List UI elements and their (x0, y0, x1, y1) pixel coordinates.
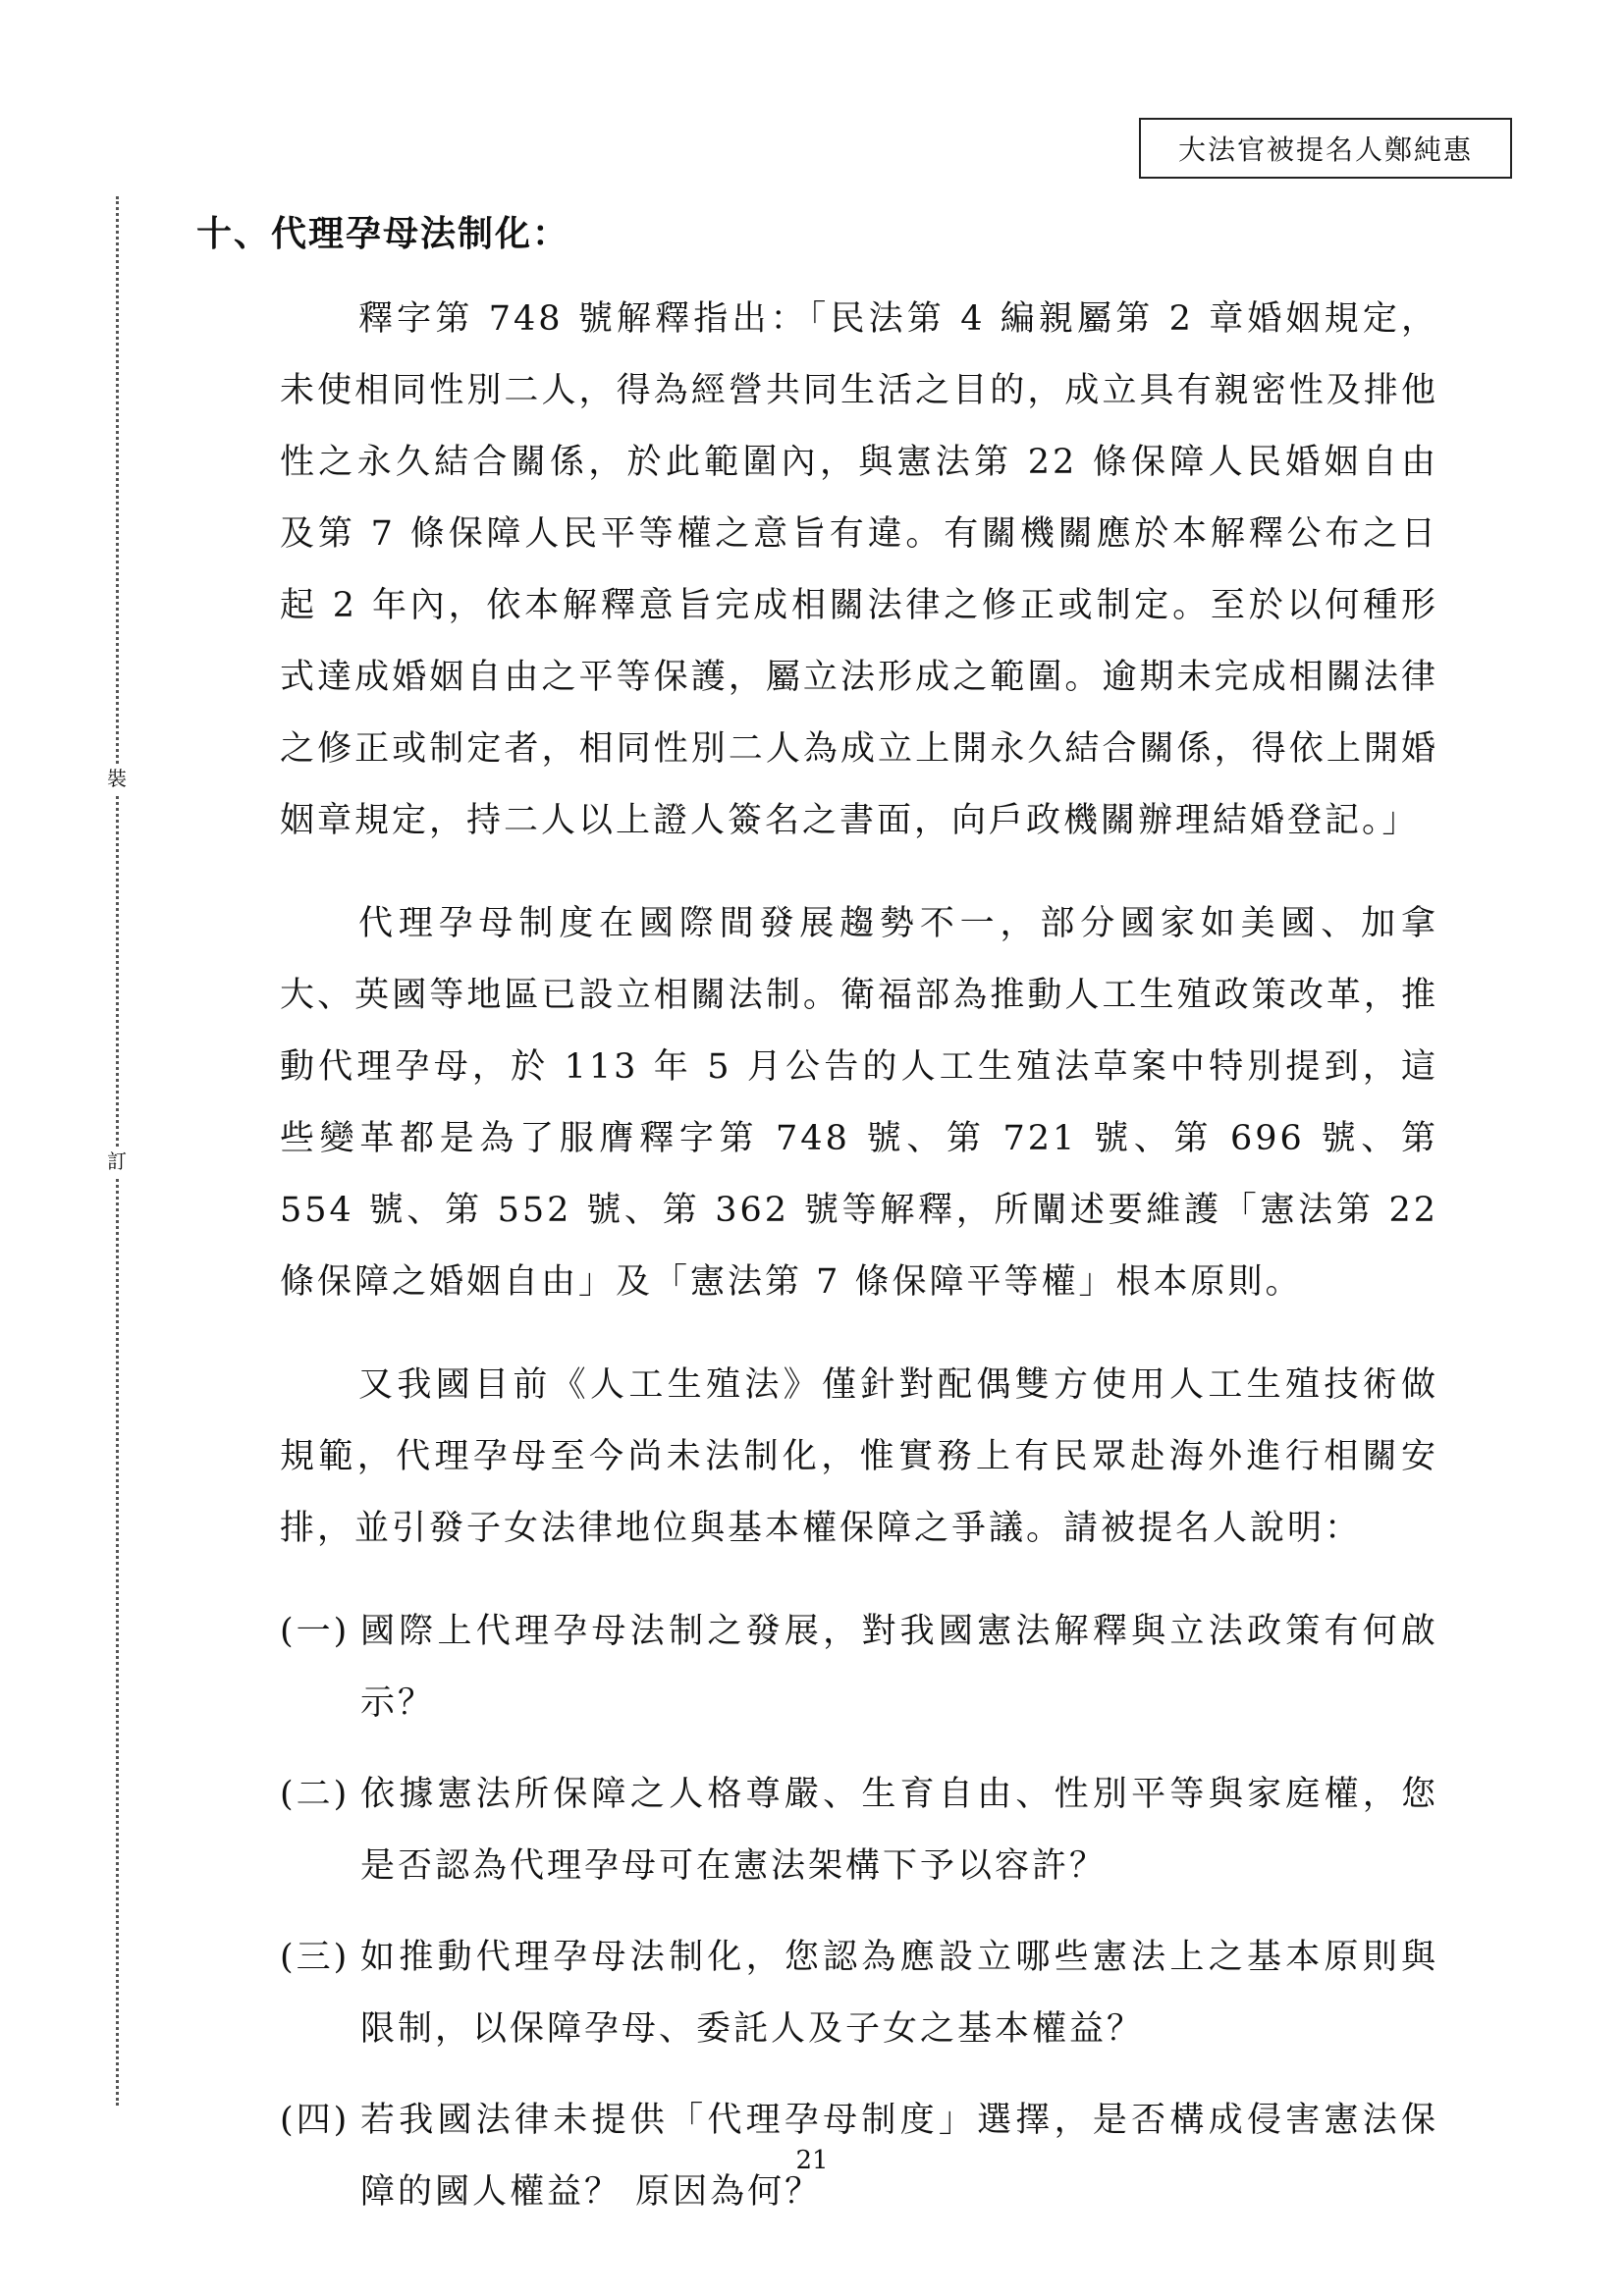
binding-mark-top: 裝 (102, 764, 132, 793)
question-item (280, 1922, 1438, 2065)
question-item (280, 1759, 1438, 1902)
question-number: (一) (280, 1612, 351, 1651)
question-text: 如推動代理孕母法制化，您認為應設立哪些憲法上之基本原則與限制，以保障孕母、委託人及子女之基本權益？ (360, 1938, 1438, 2049)
paragraph-surrogacy-trend: 代理孕母制度在國際間發展趨勢不一，部分國家如美國、加拿大、英國等地區已設立相關法制。衛福部為推動人工生殖政策改革，推動代理孕母，於 113 年 5 月公告的人工生殖法草案中特別提到，這些變革都是為了服膺釋字第 748 號、第 721 號、第 696 號、第 554 號、第 552 號、第 362 號等解釋，所闡述要維護「憲法第 22 條保障之婚姻自由」及「憲法第 7 條保障平等權」根本原則。 (280, 904, 1438, 1302)
question-number: (三) (280, 1938, 351, 1977)
question-item (280, 1596, 1438, 1739)
page-number: 21 (795, 2146, 829, 2175)
main-content (196, 206, 1473, 2248)
binding-mark-bottom: 訂 (102, 1147, 132, 1176)
paragraph-interpretation-748: 釋字第 748 號解釋指出：「民法第 4 編親屬第 2 章婚姻規定，未使相同性別二人，得為經營共同生活之目的，成立具有親密性及排他性之永久結合關係，於此範圍內，與憲法第 22 條保障人民婚姻自由及第 7 條保障人民平等權之意旨有違。有關機關應於本解釋公布之日起 2 年內，依本解釋意旨完成相關法律之修正或制定。至於以何種形式達成婚姻自由之平等保護，屬立法形成之範圍。逾期未完成相關法律之修正或制定者，相同性別二人為成立上開永久結合關係，得依上開婚姻章規定，持二人以上證人簽名之書面，向戶政機關辦理結婚登記。」 (280, 299, 1438, 840)
question-number: (四) (280, 2101, 351, 2140)
paragraph-current-law: 又我國目前《人工生殖法》僅針對配偶雙方使用人工生殖技術做規範，代理孕母至今尚未法制化，惟實務上有民眾赴海外進行相關安排，並引發子女法律地位與基本權保障之爭議。請被提名人說明： (280, 1365, 1438, 1548)
nominee-header-text: 大法官被提名人鄭純惠 (1177, 133, 1473, 166)
question-text: 國際上代理孕母法制之發展，對我國憲法解釋與立法政策有何啟示？ (360, 1612, 1438, 1723)
section-title: 十、代理孕母法制化： (196, 213, 570, 254)
nominee-header-box (1139, 118, 1512, 179)
question-text: 依據憲法所保障之人格尊嚴、生育自由、性別平等與家庭權，您是否認為代理孕母可在憲法架構下予以容許？ (360, 1775, 1438, 1886)
question-number: (二) (280, 1775, 351, 1814)
question-text: 若我國法律未提供「代理孕母制度」選擇，是否構成侵害憲法保障的國人權益？ 原因為何？ (360, 2101, 1438, 2212)
